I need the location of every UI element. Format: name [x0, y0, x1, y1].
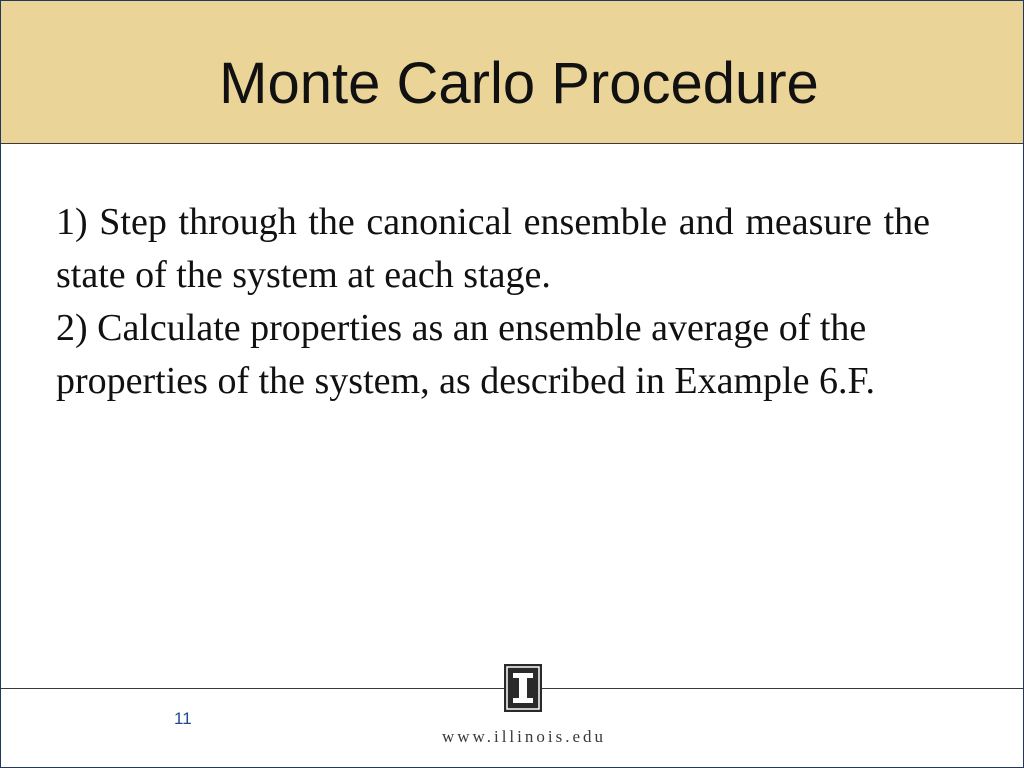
list-item-step: 1) Step through the canonical ensemble and measure the state of the system at each stage.: [56, 201, 930, 296]
slide-body: [56, 196, 930, 408]
list-item-calculate: 2) Calculate properties as an ensemble average of the properties of the system, as described in Example 6.F.: [56, 307, 876, 402]
page-number: 11: [174, 709, 192, 728]
slide-title: Monte Carlo Procedure: [219, 51, 819, 116]
footer-url[interactable]: www.illinois.edu: [442, 727, 607, 746]
illinois-logo-icon: [504, 664, 542, 712]
